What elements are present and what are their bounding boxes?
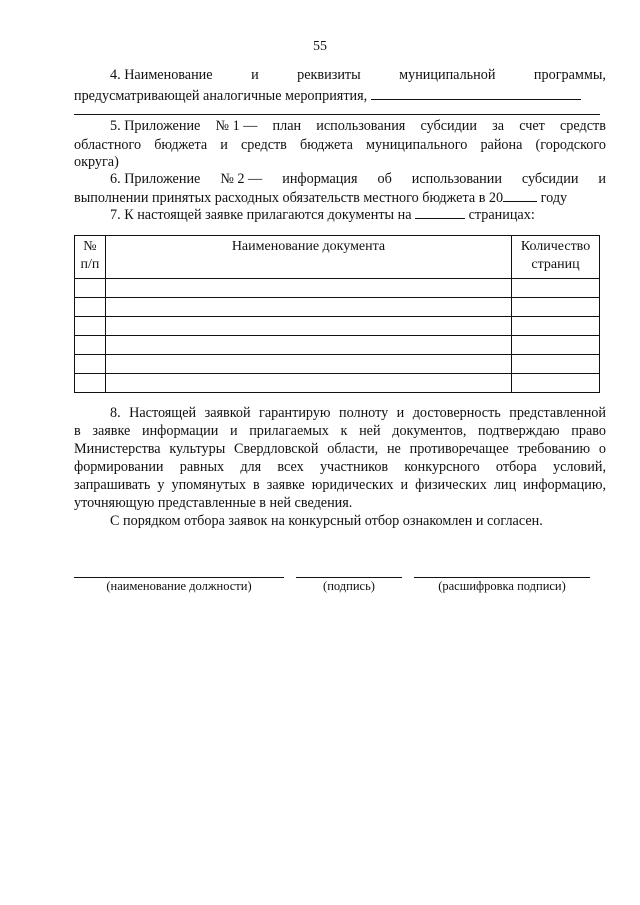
table-cell[interactable]: [75, 355, 106, 374]
documents-table: [74, 235, 600, 393]
item4-line1: [74, 66, 606, 84]
position-signature-line[interactable]: [74, 577, 284, 578]
item4-word: муниципальной: [399, 67, 496, 83]
table-cell[interactable]: [512, 336, 600, 355]
item4-line2: предусматривающей аналогичные мероприятия,: [74, 85, 606, 103]
year-blank-field[interactable]: [503, 187, 537, 202]
closing-statement: С порядком отбора заявок на конкурсный отбор ознакомлен и согласен.: [110, 513, 543, 529]
table-cell[interactable]: [512, 298, 600, 317]
table-cell[interactable]: [105, 317, 511, 336]
item4-word: реквизиты: [297, 67, 361, 83]
item8-line: запрашивать у упомянутых в заявке юридических и физических лиц информацию,: [74, 477, 606, 493]
table-cell[interactable]: [75, 317, 106, 336]
program-blank-field[interactable]: [371, 85, 581, 100]
header-pages-count-cell: Количество страниц: [512, 236, 600, 279]
table-cell[interactable]: [512, 355, 600, 374]
decoding-signature-line[interactable]: [414, 577, 590, 578]
item8-line: уточняющую представленные в ней сведения.: [74, 495, 353, 511]
header-number-cell: № п/п: [75, 236, 106, 279]
table-cell[interactable]: [75, 279, 106, 298]
table-row: [75, 374, 600, 393]
signature-line[interactable]: [296, 577, 402, 578]
signature-label: (подпись): [323, 579, 375, 593]
item8-line: формировании равных для всех участников конкурсного отбора условий,: [74, 459, 606, 475]
item4-word: и: [251, 67, 259, 83]
item6-line1: 6. Приложение № 2 — информация об использовании субсидии и: [110, 171, 606, 187]
table-cell[interactable]: [105, 336, 511, 355]
page-number: 55: [313, 39, 327, 54]
table-cell[interactable]: [512, 374, 600, 393]
table-cell[interactable]: [105, 355, 511, 374]
item5-line1: 5. Приложение № 1 — план использования субсидии за счет средств: [110, 118, 606, 134]
item4-word: программы,: [533, 67, 606, 83]
table-cell[interactable]: [75, 374, 106, 393]
table-cell[interactable]: [75, 298, 106, 317]
table-row: [75, 336, 600, 355]
table-cell[interactable]: [512, 317, 600, 336]
table-row: [75, 298, 600, 317]
item5-line3: округа): [74, 154, 119, 170]
table-cell[interactable]: [105, 298, 511, 317]
position-label: (наименование должности): [106, 579, 252, 593]
table-header-row: [75, 236, 600, 279]
pages-count-blank-field[interactable]: [415, 204, 465, 219]
item4-word: 4. Наименование: [110, 67, 213, 83]
item6-line2: выполнении принятых расходных обязательств местного бюджета в 20 году: [74, 187, 606, 205]
table-cell[interactable]: [105, 374, 511, 393]
program-blank-line[interactable]: [74, 114, 600, 115]
table-row: [75, 355, 600, 374]
table-cell[interactable]: [512, 279, 600, 298]
decoding-label: (расшифровка подписи): [438, 579, 566, 593]
table-row: [75, 279, 600, 298]
table-cell[interactable]: [75, 336, 106, 355]
header-document-name-cell: Наименование документа: [105, 236, 511, 279]
item8-line: 8. Настоящей заявкой гарантирую полноту и достоверность представленной: [110, 405, 606, 421]
table-row: [75, 317, 600, 336]
item7-line: 7. К настоящей заявке прилагаются документы на страницах:: [74, 204, 606, 222]
item8-line: в заявке информации и прилагаемых к ней документов, подтверждаю право: [74, 423, 606, 439]
item5-line2: областного бюджета и средств бюджета муниципального района (городского: [74, 137, 606, 153]
item8-line: Министерства культуры Свердловской области, не противоречащее требованию о: [74, 441, 606, 457]
table-cell[interactable]: [105, 279, 511, 298]
